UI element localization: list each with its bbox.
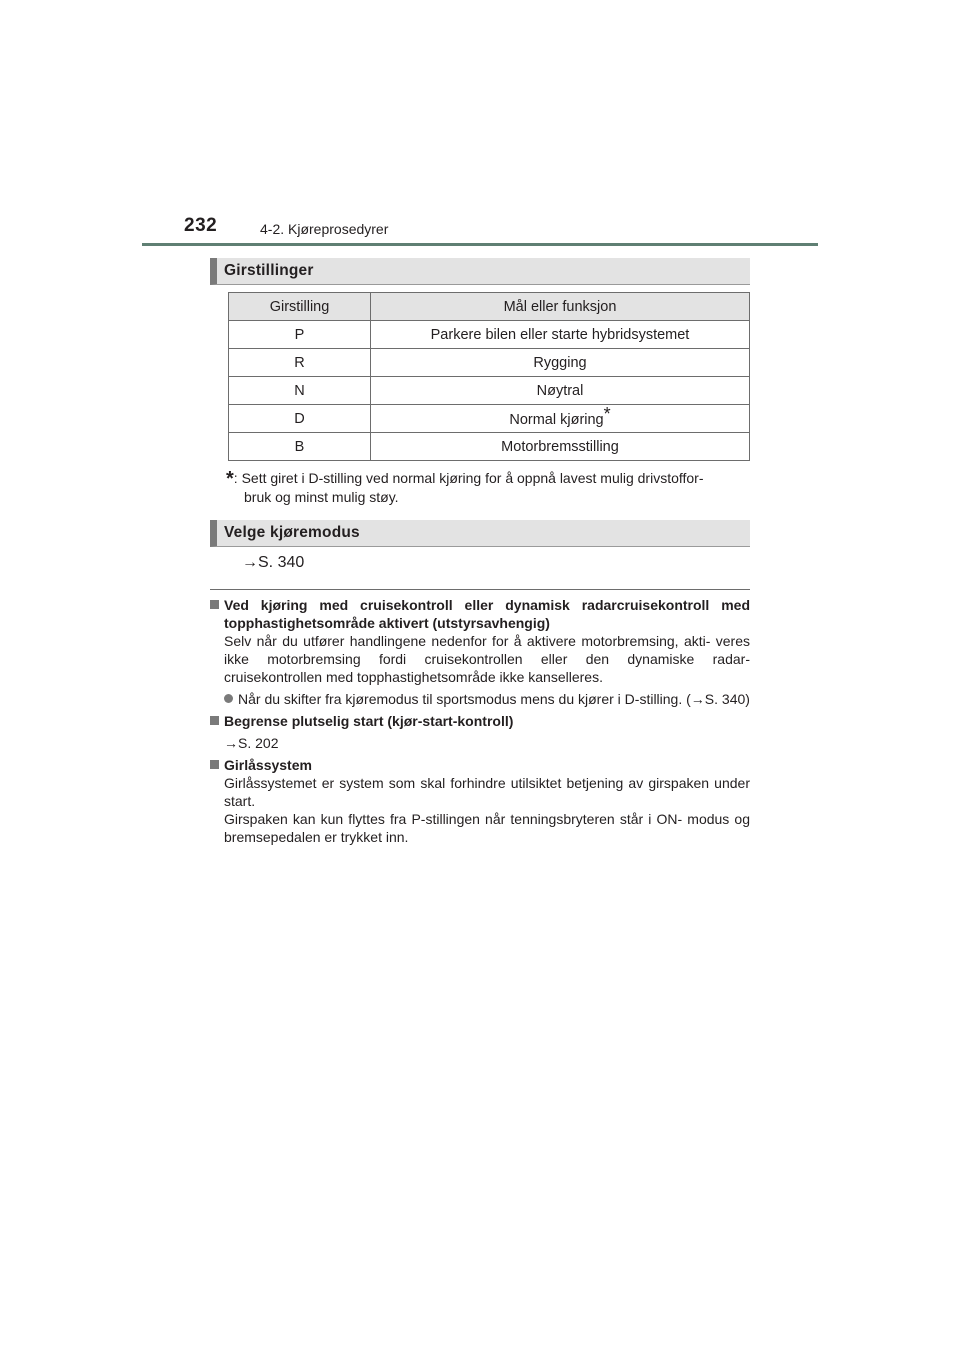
gear-cell: N: [229, 377, 371, 405]
list-item: [210, 690, 750, 708]
gear-cell: P: [229, 321, 371, 349]
gear-cell: B: [229, 433, 371, 461]
section-header-kjoremodus: [210, 520, 750, 547]
page-number: 232: [184, 215, 218, 236]
square-bullet-icon: [210, 760, 219, 769]
header-rule: [142, 243, 818, 246]
section-title: Girstillinger: [224, 262, 314, 279]
notes-section: [210, 596, 750, 846]
note-body: Girlåssystemet er system som skal forhindre utilsiktet betjening av girspaken under start.: [224, 775, 750, 809]
footnote: [226, 468, 750, 507]
page-reference[interactable]: →S. 340: [242, 554, 305, 571]
note-title-text: Girlåssystem: [224, 757, 312, 773]
column-header-function: Mål eller funksjon: [371, 293, 750, 321]
function-cell: Rygging: [371, 349, 750, 377]
page-reference[interactable]: →S. 202: [224, 735, 279, 751]
section-title: Velge kjøremodus: [224, 524, 360, 541]
note-title: [210, 756, 750, 774]
function-cell: Nøytral: [371, 377, 750, 405]
table-row: [229, 433, 750, 461]
footnote-line-2: bruk og minst mulig støy.: [244, 489, 399, 505]
table-header-row: [229, 293, 750, 321]
circle-bullet-icon: [224, 694, 233, 703]
square-bullet-icon: [210, 716, 219, 725]
function-text: Normal kjøring: [509, 412, 604, 428]
table-row: [229, 405, 750, 433]
square-bullet-icon: [210, 600, 219, 609]
note-body: Girspaken kan kun flyttes fra P-stillingen når tenningsbryteren står i ON- modus og bremsepedalen er trykket inn.: [224, 811, 750, 845]
footnote-line-1: [226, 468, 750, 488]
table-row: [229, 377, 750, 405]
list-item-text: Når du skifter fra kjøremodus til sportsmodus mens du kjører i D-stilling. (→S. 340): [238, 691, 750, 707]
footnote-star: *: [226, 468, 234, 490]
gear-position-table: [228, 292, 750, 461]
gear-cell: R: [229, 349, 371, 377]
section-header-girstillinger: [210, 258, 750, 285]
column-header-gear: Girstilling: [229, 293, 371, 321]
divider: [210, 589, 750, 590]
footnote-text-1: : Sett giret i D-stilling ved normal kjøring for å oppnå lavest mulig drivstoffor-: [233, 470, 704, 486]
function-cell: Parkere bilen eller starte hybridsystemet: [371, 321, 750, 349]
table-row: [229, 321, 750, 349]
chapter-title: 4-2. Kjøreprosedyrer: [260, 221, 389, 237]
footnote-marker: *: [603, 404, 611, 424]
note-title: [210, 712, 750, 730]
note-body: Selv når du utfører handlingene nedenfor for å aktivere motorbremsing, akti- veres ikke motorbremsing fordi cruisekontrollen eller den dynamiske radar- cruisekontrollen med topphastighetsområde ikke kanselleres.: [224, 633, 750, 685]
function-cell: Motorbremsstilling: [371, 433, 750, 461]
table-row: [229, 349, 750, 377]
note-title-text: Begrense plutselig start (kjør-start-kontroll): [224, 713, 514, 729]
gear-cell: D: [229, 405, 371, 433]
note-title-text: Ved kjøring med cruisekontroll eller dynamisk radarcruisekontroll med topphastighetsområde aktivert (utstyrsavhengig): [224, 597, 750, 631]
note-title: [210, 596, 750, 632]
function-cell: [371, 405, 750, 433]
